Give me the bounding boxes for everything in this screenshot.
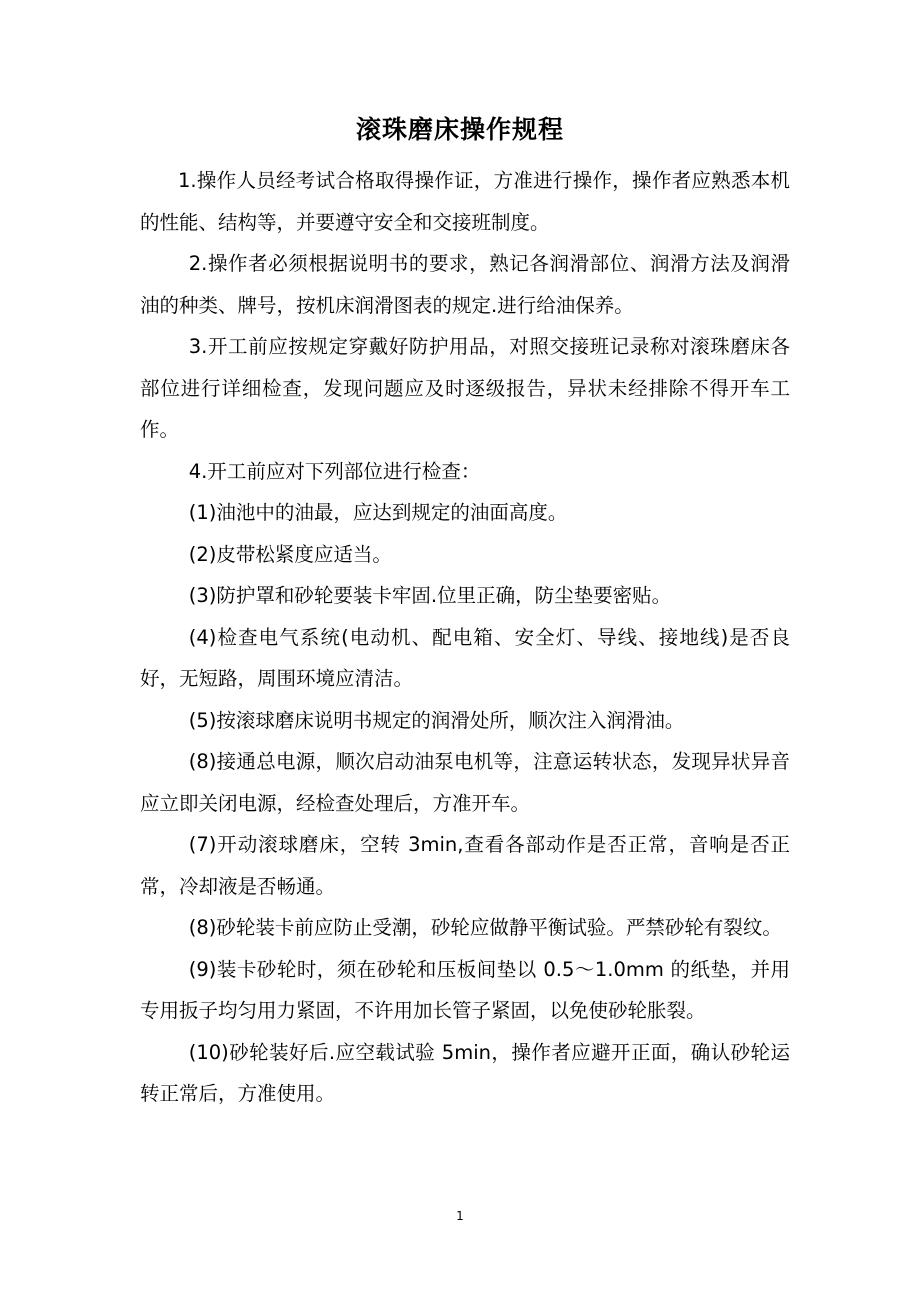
paragraph-item-8: (8)砂轮装卡前应防止受潮，砂轮应做静平衡试验。严禁砂轮有裂纹。 bbox=[188, 916, 782, 939]
paragraph-item-7: (7)开动滚球磨床，空转 3min,查看各部动作是否正常，音响是否正常，冷却液是否畅通。 bbox=[140, 833, 790, 898]
paragraph-item-3: (3)防护罩和砂轮要装卡牢固.位里正确，防尘垫要密贴。 bbox=[188, 584, 672, 607]
paragraph-item-6: (8)接通总电源，顺次启动油泵电机等，注意运转状态，发现异状异音应立即关闭电源，经检查处理后，方准开车。 bbox=[140, 750, 790, 815]
paragraph-2: 2.操作者必须根据说明书的要求，熟记各润滑部位、润滑方法及润滑油的种类、牌号，按机床润滑图表的规定.进行给油保养。 bbox=[140, 252, 790, 317]
page-number: 1 bbox=[456, 1209, 464, 1223]
paragraph-item-1: (1)油池中的油最，应达到规定的油面高度。 bbox=[188, 501, 568, 524]
paragraph-item-5: (5)按滚球磨床说明书规定的润滑处所，顺次注入润滑油。 bbox=[188, 708, 685, 732]
document-title: 滚珠磨床操作规程 bbox=[355, 115, 564, 144]
paragraph-item-2: (2)皮带松紧度应适当。 bbox=[188, 542, 392, 566]
paragraph-1: 1.操作人员经考试合格取得操作证，方准进行操作，操作者应熟悉本机的性能、结构等，并要遵守安全和交接班制度。 bbox=[140, 169, 790, 234]
paragraph-3: 3.开工前应按规定穿戴好防护用品，对照交接班记录称对滚珠磨床各部位进行详细检查，发现问题应及时逐级报告，异状未经排除不得开车工作。 bbox=[140, 335, 790, 441]
paragraph-4: 4.开工前应对下列部位进行检查： bbox=[188, 459, 481, 483]
document-body bbox=[140, 160, 790, 1115]
paragraph-item-4: (4)检查电气系统(电动机、配电箱、安全灯、导线、接地线)是否良好，无短路，周围环境应清洁。 bbox=[140, 625, 790, 690]
paragraph-item-10: (10)砂轮装好后.应空载试验 5min，操作者应避开正面，确认砂轮运转正常后，方准使用。 bbox=[140, 1040, 790, 1105]
paragraph-item-9: (9)装卡砂轮时，须在砂轮和压板间垫以 0.5～1.0mm 的纸垫，并用专用扳子均匀用力紧固，不许用加长管子紧固，以免使砂轮胀裂。 bbox=[140, 957, 790, 1022]
